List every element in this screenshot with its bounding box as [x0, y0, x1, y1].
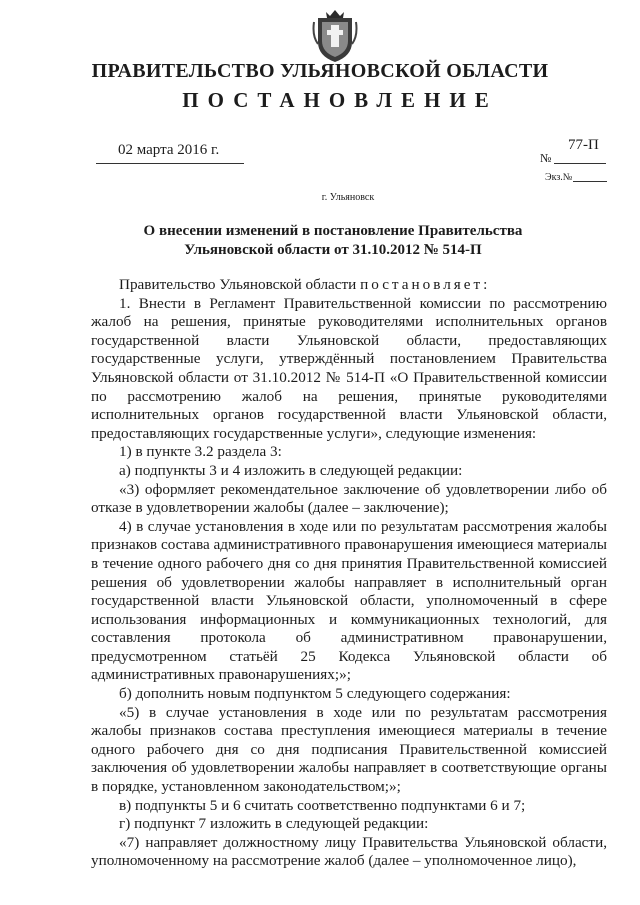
intro-decree-word: постановляет: — [360, 276, 491, 293]
organization-title: ПРАВИТЕЛЬСТВО УЛЬЯНОВСКОЙ ОБЛАСТИ — [91, 60, 549, 82]
body-paragraph: «3) оформляет рекомендательное заключение об удовлетворении либо об отказе в удовлетворении жалобы (далее – заключение); — [91, 480, 607, 517]
body-paragraph: 1) в пункте 3.2 раздела 3: — [119, 443, 282, 461]
coat-of-arms-icon — [312, 8, 358, 64]
document-type-title: ПОСТАНОВЛЕНИЕ — [182, 88, 498, 112]
document-number: 77-П — [568, 137, 599, 153]
document-date: 02 марта 2016 г. — [118, 142, 220, 158]
body-paragraph: 4) в случае установления в ходе или по результатам рассмотрения жалобы признаков состава административного правонарушения имеющиеся материалы в течение одного рабочего дня со дня принятия Правительственной комиссией решения об удовлетворении жалобы направляет в исполнительный орган государственной власти Ульяновской области, уполномоченный в сфере использования информационных и коммуникационных технологий, для составления протокола об административном правонарушении, предусмотренном статьёй 25 Кодекса Ульяновской области об административных правонарушениях;»; — [91, 517, 607, 684]
body-paragraph: в) подпункты 5 и 6 считать соответственно подпунктами 6 и 7; — [119, 796, 526, 814]
number-mark: № — [540, 151, 552, 165]
subject-line-2: Ульяновской области от 31.10.2012 № 514-П — [184, 242, 482, 258]
body-paragraph: «7) направляет должностному лицу Правительства Ульяновской области, уполномоченному на рассмотрение жалоб (далее – уполномоченное лицо), — [91, 833, 607, 870]
body-paragraph: 1. Внести в Регламент Правительственной комиссии по рассмотрению жалоб на решения, принятые руководителями исполнительных органов государственной власти Ульяновской области, предоставляющих государственные услуги, утверждённый постановлением Правительства Ульяновской области от 31.10.2012 № 514-П «О Правительственной комиссии по рассмотрению жалоб на решения, принятые руководителями исполнительных органов государственной власти Ульяновской области, предоставляющих государственные услуги», следующие изменения: — [91, 294, 607, 442]
date-underline — [96, 163, 244, 164]
body-paragraph: а) подпункты 3 и 4 изложить в следующей редакции: — [119, 461, 463, 479]
city-label: г. Ульяновск — [321, 192, 375, 203]
subject-line-1: О внесении изменений в постановление Правительства — [143, 223, 523, 239]
intro-paragraph — [91, 276, 607, 295]
intro-prefix: Правительство Ульяновской области — [119, 276, 361, 293]
document-body — [91, 276, 607, 871]
copy-number-underline — [573, 181, 607, 182]
body-paragraph: «5) в случае установления в ходе или по результатам рассмотрения жалобы признаков состава преступления имеющиеся материалы в течение одного рабочего дня со дня подписания Правительственной комиссией заключения об удовлетворении жалобы направляет в соответствующие органы в порядке, установленном законодательством;»; — [91, 703, 607, 796]
body-paragraph: г) подпункт 7 изложить в следующей редакции: — [119, 815, 429, 833]
document-subject — [0, 222, 640, 260]
copy-number-label: Экз.№ — [545, 172, 573, 183]
body-paragraph: б) дополнить новым подпунктом 5 следующего содержания: — [119, 685, 511, 703]
number-underline — [554, 163, 606, 164]
